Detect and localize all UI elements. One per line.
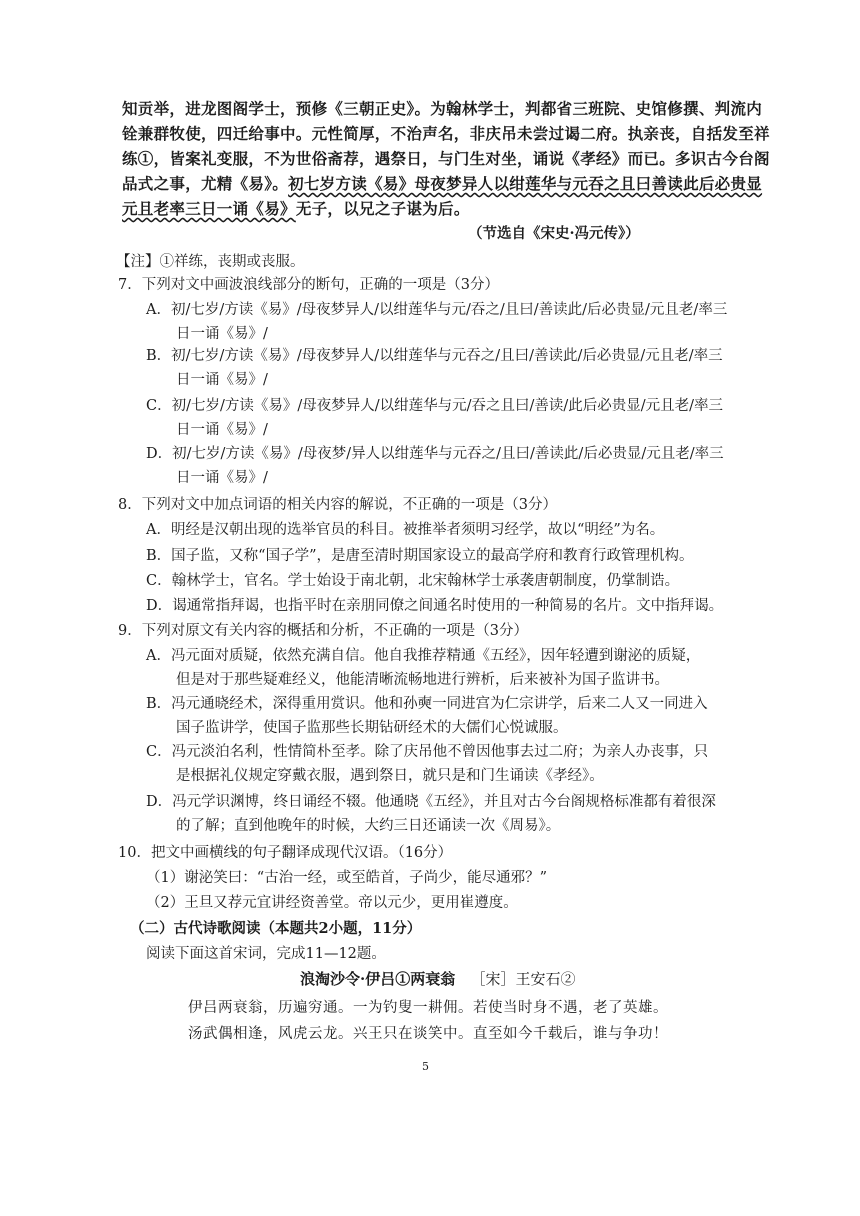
- question-7-option-c: [146, 394, 740, 442]
- option-text: A．明经是汉朝出现的选举官员的科目。被推举者须明习经学，故以“明经”为名。: [146, 522, 665, 538]
- poem-line: 汤武偶相逢，风虎云龙。兴王只在谈笑中。直至如今千载后，谁与争功！: [188, 1026, 668, 1042]
- question-9-option-b: [146, 692, 740, 740]
- option-text: D．谒通常指拜谒，也指平时在亲朋同僚之间通名时使用的一种简易的名片。文中指拜谒。: [146, 598, 724, 614]
- passage-line: 知贡举，进龙图阁学士，预修《三朝正史》。为翰林学士，判都省三班院、史馆修撰、判流内: [122, 99, 763, 118]
- option-text: A．冯元面对质疑，依然充满自信。他自我推荐精通《五经》，因年轻遭到谢泌的质疑，: [146, 648, 701, 664]
- passage-line: 练①，皆案礼变服，不为世俗斋荐，遇祭日，与门生对坐，诵说《孝经》而已。多识古今台阁: [122, 149, 770, 168]
- poem-title: [300, 968, 575, 989]
- page-number: 5: [422, 1060, 429, 1073]
- poem-line: 伊吕两衰翁，历遍穷通。一为钓叟一耕佣。若使当时身不遇，老了英雄。: [188, 1000, 668, 1016]
- question-8-option-c: [146, 569, 740, 593]
- section-instruction: 阅读下面这首宋词，完成11—12题。: [146, 946, 386, 962]
- passage-plain-text: 无子，以兄之子谌为后。: [295, 199, 470, 218]
- question-7-stem: 7．下列对文中画波浪线部分的断句，正确的一项是（3分）: [118, 277, 499, 293]
- question-7-option-b: [146, 344, 740, 392]
- question-7-option-d: [146, 442, 740, 490]
- question-8-stem: 8．下列对文中加点词语的相关内容的解说，不正确的一项是（3分）: [118, 497, 557, 513]
- option-text: 国子监讲学，使国子监那些长期钻研经术的大儒们心悦诚服。: [176, 720, 568, 736]
- passage-line: [122, 171, 763, 196]
- option-text: C．翰林学士，官名。学士始设于南北朝，北宋翰林学士承袭唐朝制度，仍掌制诰。: [146, 573, 680, 589]
- question-7-option-a: [146, 298, 740, 346]
- wavy-underlined-text: 元且老率三日一诵《易》: [122, 199, 296, 218]
- option-text: 日一诵《易》/: [176, 326, 268, 342]
- question-10-item-2: （2）王旦又荐元宜讲经资善堂。帝以元少，更用崔遵度。: [146, 895, 518, 911]
- option-text: B．初/七岁/方读《易》/母夜梦异人/以绀莲华与元吞之/且曰/善读此/后必贵显/元且老/率三: [146, 348, 723, 364]
- option-text: 的了解；直到他晚年的时候，大约三日还诵读一次《周易》。: [176, 818, 561, 834]
- question-10-stem: 10．把文中画横线的句子翻译成现代汉语。（16分）: [118, 845, 453, 861]
- passage-plain-text: 品式之事，尤精《易》。: [122, 174, 289, 193]
- option-text: C．初/七岁/方读《易》/母夜梦异人/以绀莲华与元/吞之且曰/善读/此后必贵显/元且老/率三: [146, 398, 724, 414]
- option-text: B．国子监，又称“国子学”，是唐至清时期国家设立的最高学府和教育行政管理机构。: [146, 548, 694, 564]
- poem-author: ［宋］王安石②: [470, 970, 576, 988]
- passage-line: [122, 196, 740, 221]
- option-text: 日一诵《易》/: [176, 470, 268, 486]
- passage-source: （节选自《宋史·冯元传》）: [468, 225, 640, 242]
- option-text: 但是对于那些疑难经义，他能清晰流畅地进行辨析，后来被补为国子监讲书。: [176, 672, 669, 688]
- annotation-note: 【注】①祥练，丧期或丧服。: [116, 254, 305, 270]
- question-8-option-b: [146, 544, 740, 568]
- question-8-option-a: [146, 518, 740, 542]
- poem-title-text: 浪淘沙令·伊吕①两衰翁: [300, 970, 456, 988]
- option-text: C．冯元淡泊名利，性情简朴至孝。除了庆吊他不曾因他事去过二府；为亲人办丧事，只: [146, 744, 709, 760]
- option-text: D．初/七岁/方读《易》/母夜梦/异人以绀莲华与元吞之/且曰/善读此/后必贵显/元且老/率三: [146, 446, 724, 462]
- option-text: 日一诵《易》/: [176, 372, 268, 388]
- section-heading: （二）古代诗歌阅读（本题共2小题，11分）: [130, 920, 422, 937]
- question-9-option-a: [146, 644, 740, 692]
- question-9-option-d: [146, 790, 740, 838]
- option-text: D．冯元学识渊博，终日诵经不辍。他通晓《五经》，并且对古今台阁规格标准都有着很深: [146, 794, 716, 810]
- question-10-item-1: （1）谢泌笑曰：“古治一经，或至皓首，子尚少，能尽通邪？”: [146, 870, 548, 886]
- option-text: A．初/七岁/方读《易》/母夜梦异人/以绀莲华与元/吞之/且曰/善读此/后必贵显/元且老/率三: [146, 302, 728, 318]
- passage-text: [122, 96, 770, 221]
- passage-line: 铨兼群牧使，四迁给事中。元性简厚，不治声名，非庆吊未尝过谒二府。执亲丧，自括发至祥: [122, 124, 770, 143]
- question-8-option-d: [146, 594, 740, 618]
- option-text: B．冯元通晓经术，深得重用赏识。他和孙奭一同进宫为仁宗讲学，后来二人又一同进入: [146, 696, 708, 712]
- option-text: 日一诵《易》/: [176, 422, 268, 438]
- wavy-underlined-text: 初七岁方读《易》母夜梦异人以绀莲华与元吞之且曰善读此后必贵显: [288, 174, 763, 193]
- question-9-stem: 9．下列对原文有关内容的概括和分析，不正确的一项是（3分）: [118, 623, 528, 639]
- question-9-option-c: [146, 740, 740, 788]
- option-text: 是根据礼仪规定穿戴衣服，遇到祭日，就只是和门生诵读《孝经》。: [176, 768, 604, 784]
